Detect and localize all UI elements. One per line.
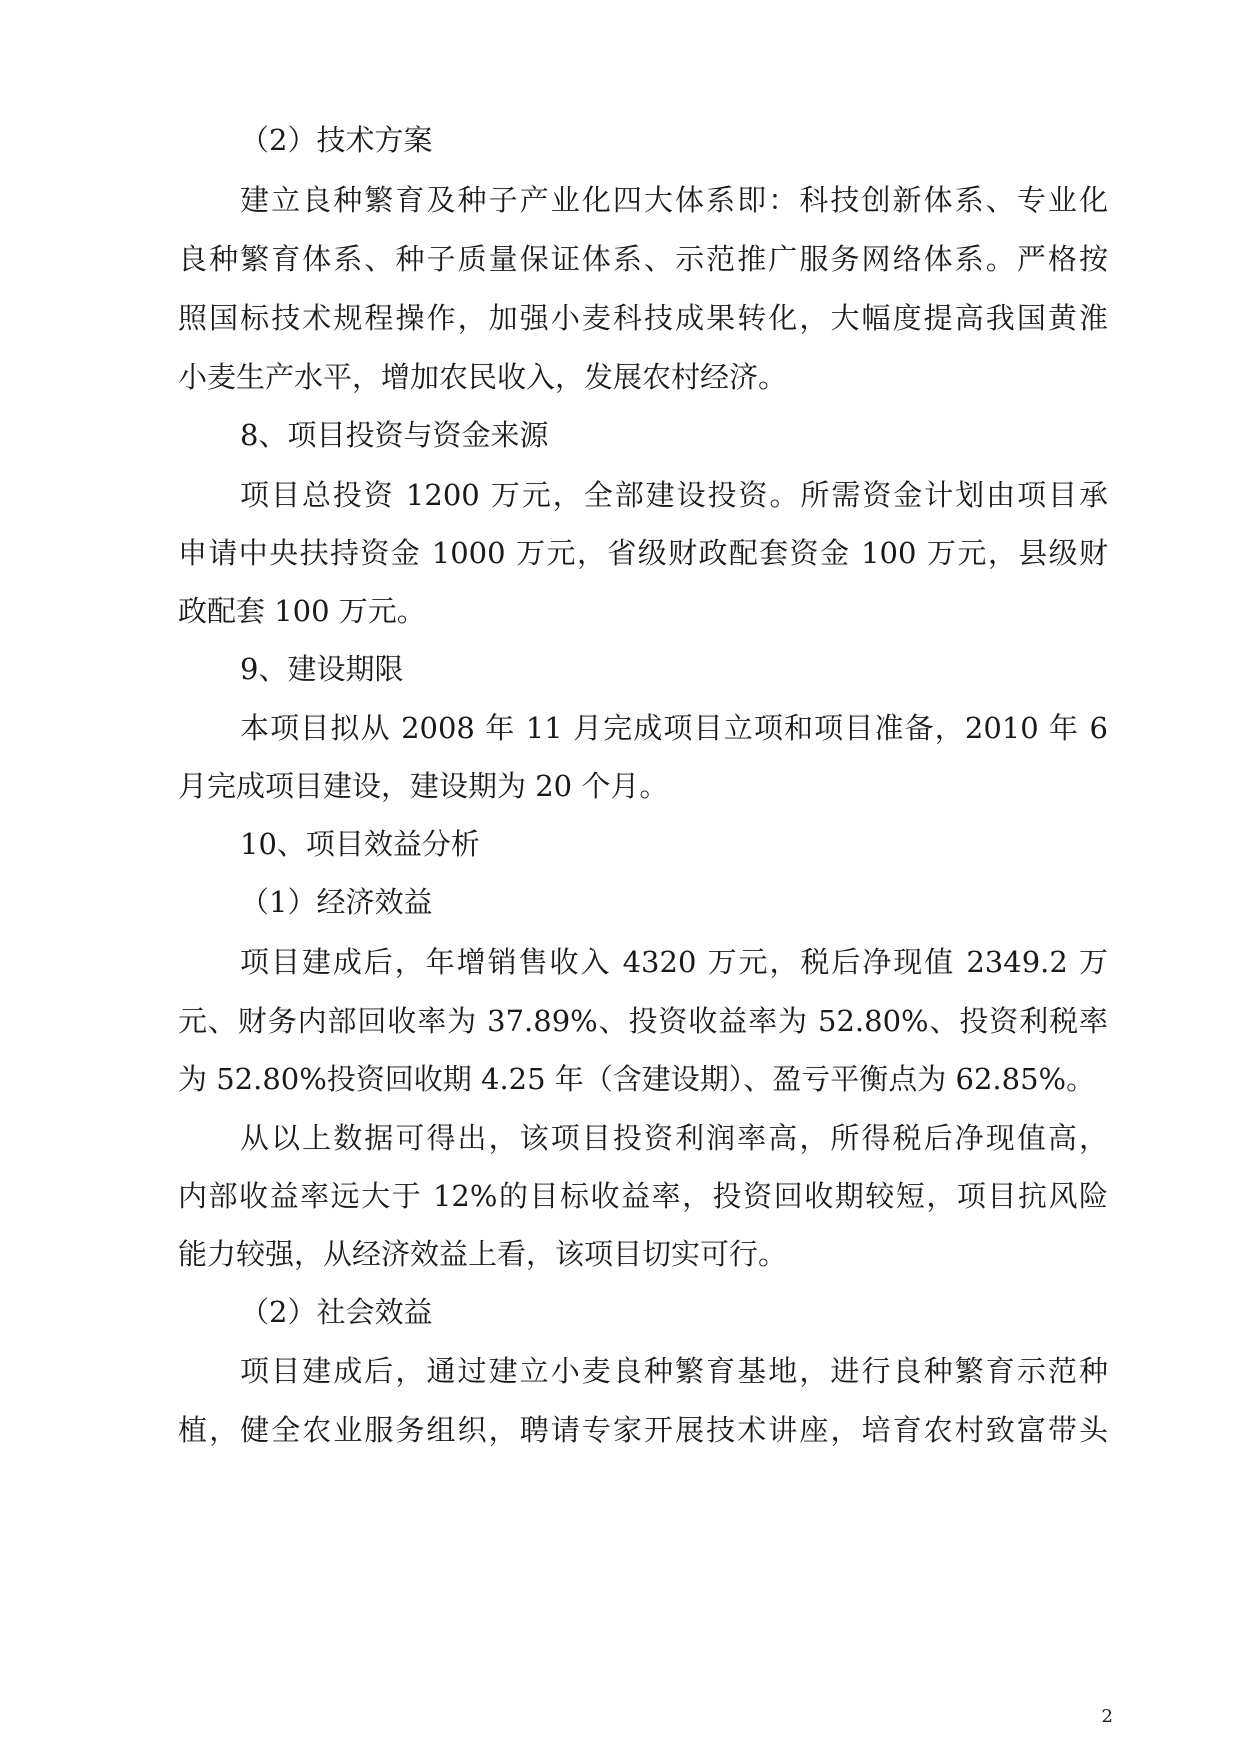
paragraph-line: 植，健全农业服务组织，聘请专家开展技术讲座，培育农村致富带头	[178, 1413, 1108, 1447]
paragraph-line: 项目建成后，通过建立小麦良种繁育基地，进行良种繁育示范种	[240, 1354, 1108, 1388]
section-heading-technical-plan: （2）技术方案	[240, 123, 433, 157]
section-heading-construction-period: 9、建设期限	[240, 652, 404, 686]
paragraph-line: 项目总投资 1200 万元，全部建设投资。所需资金计划由项目承	[240, 478, 1108, 512]
paragraph-line: 政配套 100 万元。	[178, 594, 426, 628]
paragraph-line: 元、财务内部回收率为 37.89%、投资收益率为 52.80%、投资利税率	[178, 1004, 1108, 1038]
page-number: 2	[1101, 1706, 1113, 1727]
section-heading-benefit-analysis: 10、项目效益分析	[240, 827, 480, 861]
paragraph-line: 内部收益率远大于 12%的目标收益率，投资回收期较短，项目抗风险	[178, 1179, 1108, 1213]
paragraph-line: 从以上数据可得出，该项目投资利润率高，所得税后净现值高，	[240, 1121, 1108, 1155]
section-heading-social-benefit: （2）社会效益	[240, 1295, 433, 1329]
section-heading-investment: 8、项目投资与资金来源	[240, 418, 549, 452]
paragraph-line: 月完成项目建设，建设期为 20 个月。	[178, 769, 669, 803]
paragraph-line: 本项目拟从 2008 年 11 月完成项目立项和项目准备，2010 年 6	[240, 711, 1108, 745]
paragraph-line: 建立良种繁育及种子产业化四大体系即：科技创新体系、专业化	[240, 183, 1108, 217]
section-heading-economic-benefit: （1）经济效益	[240, 885, 433, 919]
paragraph-line: 项目建成后，年增销售收入 4320 万元，税后净现值 2349.2 万	[240, 945, 1108, 979]
paragraph-line: 申请中央扶持资金 1000 万元，省级财政配套资金 100 万元，县级财	[178, 536, 1108, 570]
paragraph-line: 为 52.80%投资回收期 4.25 年（含建设期）、盈亏平衡点为 62.85%。	[178, 1062, 1096, 1096]
paragraph-line: 照国标技术规程操作，加强小麦科技成果转化，大幅度提高我国黄淮	[178, 301, 1108, 335]
paragraph-line: 良种繁育体系、种子质量保证体系、示范推广服务网络体系。严格按	[178, 242, 1108, 276]
paragraph-line: 小麦生产水平，增加农民收入，发展农村经济。	[178, 360, 788, 394]
paragraph-line: 能力较强，从经济效益上看，该项目切实可行。	[178, 1237, 788, 1271]
